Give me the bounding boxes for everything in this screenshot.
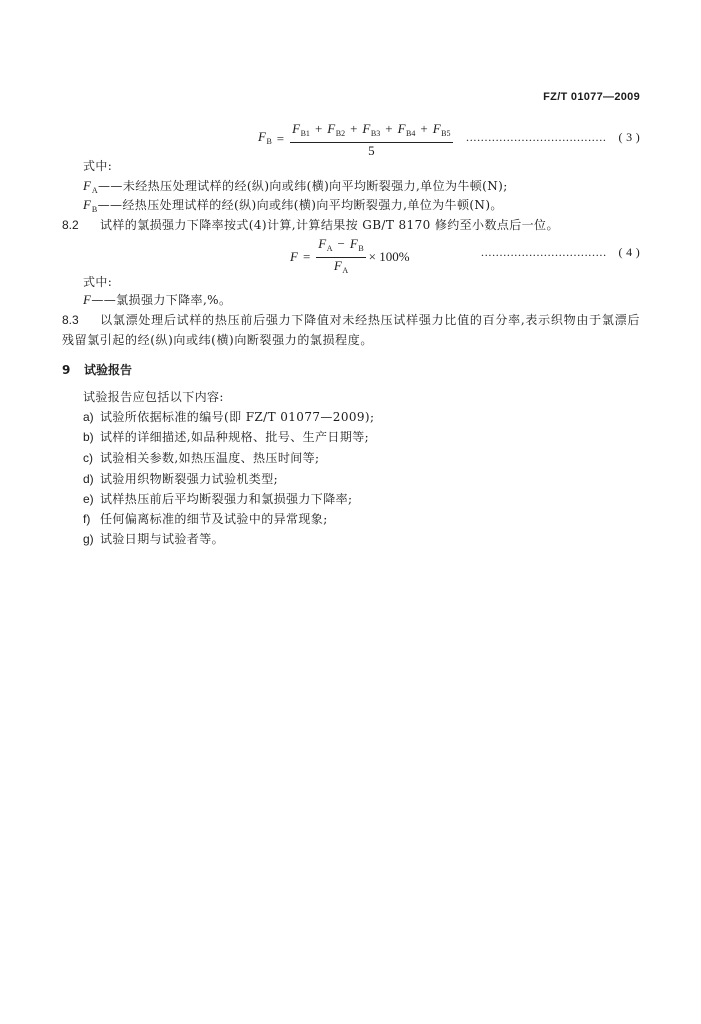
symbol: F — [292, 121, 301, 136]
fraction-numerator — [290, 120, 452, 143]
plus-operator: + — [350, 121, 358, 136]
plus-operator: + — [314, 121, 323, 136]
list-item — [83, 429, 369, 445]
equation-number: ( 3 ) — [618, 130, 640, 144]
list-item — [83, 531, 224, 547]
section-number: 9 — [62, 363, 71, 377]
definition-text: 经热压处理试样的经(纵)向或纬(横)向平均断裂强力,单位为牛顿(N)。 — [122, 198, 503, 212]
subscript: A — [342, 266, 349, 275]
formula-4-number-row — [481, 244, 640, 260]
symbol: F — [318, 236, 327, 251]
section-intro: 试验报告应包括以下内容: — [83, 390, 224, 404]
list-item-text: 试样热压前后平均断裂强力和氯损强力下降率; — [100, 492, 353, 506]
subscript: B — [91, 205, 98, 214]
definition-text: 未经热压处理试样的经(纵)向或纬(横)向平均断裂强力,单位为牛顿(N); — [122, 179, 508, 193]
defined-symbol — [83, 178, 98, 193]
symbol: F — [83, 197, 92, 212]
equals-sign: = — [302, 248, 311, 264]
clause-8-3 — [62, 310, 640, 350]
clause-text: 试样的氯损强力下降率按式(4)计算,计算结果按 GB/T 8170 修约至小数点后一位。 — [100, 218, 559, 232]
formula-3-number-row — [466, 129, 640, 145]
subscript: B — [358, 244, 364, 253]
dot-leader: .................................. — [481, 245, 607, 259]
symbol: F — [327, 121, 336, 136]
formula-4-lhs: F — [290, 248, 298, 264]
list-marker: a) — [83, 410, 94, 424]
definition-dash: —— — [91, 293, 117, 307]
equation-number: ( 4 ) — [618, 245, 640, 259]
symbol-definition — [83, 292, 231, 308]
symbol-definition — [83, 197, 503, 218]
subscript: B2 — [335, 129, 346, 138]
plus-operator: + — [420, 121, 428, 136]
numerator-term — [362, 121, 380, 136]
symbol-definition — [83, 178, 508, 199]
subscript: A — [91, 186, 99, 195]
section-heading — [62, 362, 132, 378]
list-item-text: 试验所依据标准的编号(即 FZ/T 01077—2009); — [100, 410, 375, 424]
symbol: F — [362, 121, 371, 136]
subscript: B — [266, 136, 272, 146]
list-item — [83, 511, 328, 527]
equals-sign: = — [276, 131, 285, 146]
subscript: B4 — [406, 129, 416, 138]
list-item-text: 任何偏离标准的细节及试验中的异常现象; — [100, 512, 328, 526]
fraction-denominator — [334, 258, 348, 278]
symbol: F — [333, 258, 342, 273]
minus-operator: − — [337, 236, 345, 251]
numerator-term — [327, 121, 345, 136]
list-marker: g) — [83, 532, 94, 546]
formula-3-fraction — [290, 120, 452, 158]
numerator-term — [318, 236, 332, 251]
symbol: F — [397, 121, 406, 136]
fraction-denominator: 5 — [368, 143, 375, 158]
formula-3 — [258, 120, 453, 158]
numerator-term — [433, 121, 451, 136]
plus-operator: + — [385, 121, 393, 136]
list-item — [83, 471, 278, 487]
list-item-text: 试样的详细描述,如品种规格、批号、生产日期等; — [100, 430, 370, 444]
list-item — [83, 491, 352, 507]
definition-dash: —— — [97, 198, 123, 212]
numerator-term — [292, 121, 310, 136]
definition-dash: —— — [98, 179, 123, 193]
section-title: 试验报告 — [84, 363, 133, 377]
subscript: B3 — [370, 129, 381, 138]
list-item — [83, 409, 374, 425]
subscript: B5 — [441, 129, 451, 138]
list-marker: d) — [83, 472, 94, 486]
definition-text: 氯损强力下降率,%。 — [116, 293, 232, 307]
list-marker: c) — [83, 451, 93, 465]
defined-symbol: F — [83, 292, 92, 307]
list-item-text: 试验相关参数,如热压温度、热压时间等; — [100, 451, 320, 465]
symbol: F — [83, 178, 92, 193]
list-item-text: 试验用织物断裂强力试验机类型; — [100, 472, 279, 486]
fraction-numerator — [316, 235, 365, 258]
list-item-text: 试验日期与试验者等。 — [100, 532, 225, 546]
subscript: B1 — [300, 129, 310, 138]
formula-3-lhs — [258, 129, 272, 150]
clause-number: 8.2 — [62, 218, 79, 232]
symbol: F — [432, 121, 441, 136]
where-label: 式中: — [83, 275, 113, 289]
clause-text: 以氯漂处理后试样的热压前后强力下降值对未经热压试样强力比值的百分率,表示织物由于氯漂后残留氯引起的经(纵)向或纬(横)向断裂强力的氯损程度。 — [62, 313, 640, 347]
where-label: 式中: — [83, 159, 113, 173]
list-marker: b) — [83, 430, 94, 444]
list-marker: e) — [83, 492, 94, 506]
formula-4 — [290, 235, 410, 278]
subscript: A — [326, 244, 333, 253]
clause-8-2 — [62, 217, 559, 233]
multiplier: × 100% — [368, 248, 410, 264]
list-marker: f) — [83, 512, 91, 526]
symbol: F — [349, 236, 358, 251]
numerator-term — [398, 121, 416, 136]
dot-leader: ...................................... — [466, 130, 607, 144]
list-item — [83, 450, 319, 466]
symbol: F — [258, 128, 266, 144]
formula-4-fraction — [316, 235, 365, 278]
numerator-term — [350, 236, 364, 251]
standard-code-header: FZ/T 01077—2009 — [543, 91, 640, 103]
defined-symbol — [83, 197, 98, 212]
clause-number: 8.3 — [62, 313, 79, 327]
